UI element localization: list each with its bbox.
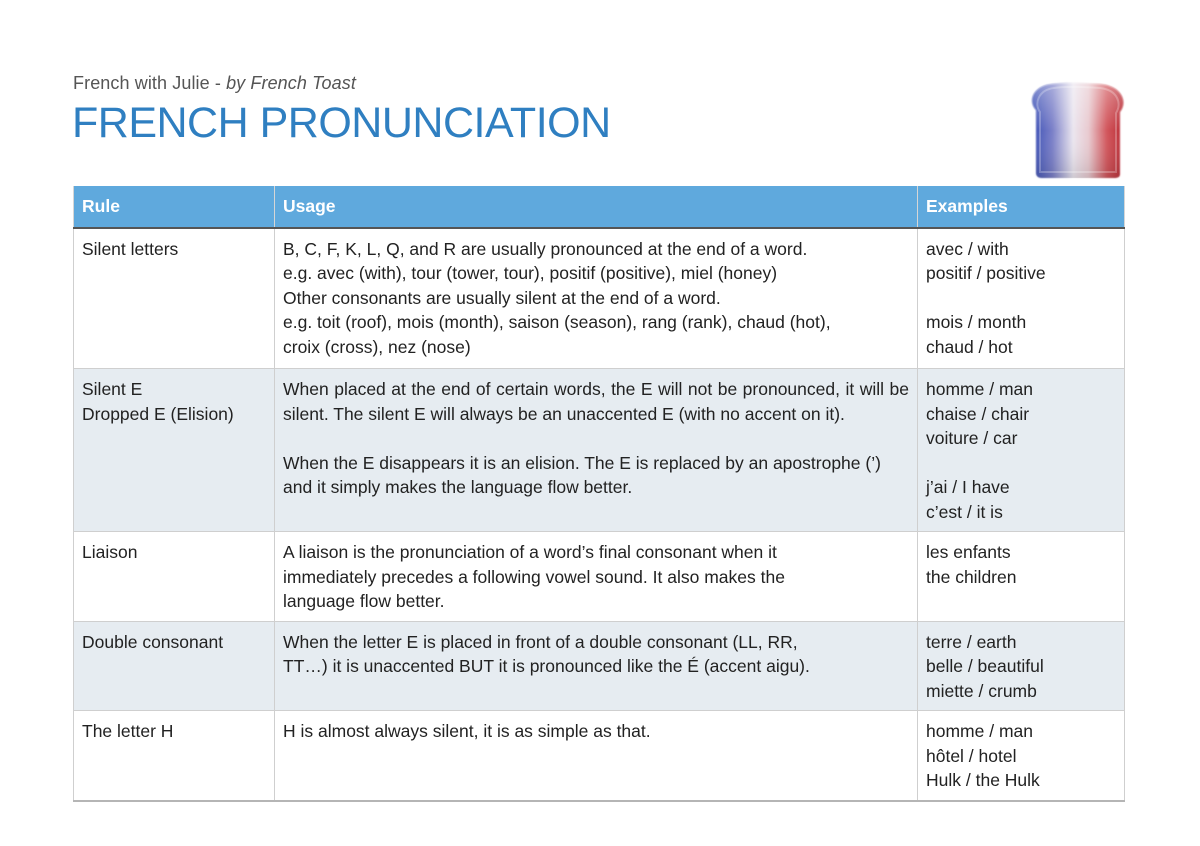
usage-paragraph: When the E disappears it is an elision. The E is replaced by an apostrophe (’) and it simply makes the language flow better. [283,452,881,497]
examples-cell [918,621,1125,711]
example-item: les enfants [926,542,1011,562]
example-spacer [926,286,1116,311]
rule-cell [74,369,275,532]
example-item: terre / earth [926,631,1017,652]
usage-paragraph: When placed at the end of certain words, the E will not be pronounced, it will be silent. The silent E will always be an unaccented E (with no accent on it). [283,379,909,424]
table-row [74,711,1125,801]
example-item: positif / positive [926,263,1046,283]
column-header-examples: Examples [918,186,1125,228]
example-item: homme / man [926,721,1033,741]
example-item: Hulk / the Hulk [926,770,1040,790]
rule-name: Dropped E (Elision) [82,403,234,424]
examples-cell [918,532,1125,622]
usage-cell [275,532,918,622]
usage-line: immediately precedes a following vowel sound. It also makes the [283,566,785,587]
page-title: FRENCH PRONUNCIATION [72,99,611,147]
usage-line: language flow better. [283,591,445,611]
column-header-rule: Rule [74,186,275,228]
usage-line: e.g. avec (with), tour (tower, tour), positif (positive), miel (honey) [283,263,778,283]
pronunciation-table [73,186,1125,802]
rule-cell [74,621,275,711]
usage-line: B, C, F, K, L, Q, and R are usually pronounced at the end of a word. [283,238,808,259]
table-row [74,621,1125,711]
example-item: mois / month [926,312,1027,332]
rule-name: Silent E [82,379,143,399]
table-row [74,369,1125,532]
example-item: c’est / it is [926,501,1003,522]
examples-cell [918,369,1125,532]
example-item: hôtel / hotel [926,745,1017,766]
rule-name: Double consonant [82,631,224,652]
rule-cell [74,228,275,369]
example-item: belle / beautiful [926,656,1044,676]
example-spacer [926,451,1116,476]
usage-cell [275,621,918,711]
example-item: miette / crumb [926,680,1037,701]
table-row [74,228,1125,369]
usage-line: H is almost always silent, it is as simple as that. [283,721,651,741]
example-item: chaise / chair [926,403,1030,424]
examples-cell [918,711,1125,801]
rule-name: Silent letters [82,238,179,259]
example-item: the children [926,566,1017,587]
usage-line: When the letter E is placed in front of a double consonant (LL, RR, [283,631,798,652]
table-header-row [74,186,1125,228]
example-item: homme / man [926,379,1033,399]
usage-cell [275,228,918,369]
example-item: avec / with [926,238,1009,259]
rule-name: The letter H [82,721,174,741]
usage-cell [275,711,918,801]
subtitle-author: by French Toast [226,73,356,93]
column-header-usage: Usage [275,186,918,228]
rule-cell [74,532,275,622]
usage-line: A liaison is the pronunciation of a word’s final consonant when it [283,542,777,562]
rule-name: Liaison [82,542,138,562]
subtitle-main: French with Julie - [73,73,227,93]
usage-spacer [283,426,909,451]
table-row [74,532,1125,622]
usage-line: Other consonants are usually silent at the end of a word. [283,287,721,308]
rule-cell [74,711,275,801]
example-item: j’ai / I have [926,477,1010,497]
examples-cell [918,228,1125,369]
french-toast-icon [1022,80,1134,180]
example-item: chaud / hot [926,336,1013,357]
usage-cell [275,369,918,532]
usage-line: TT…) it is unaccented BUT it is pronounced like the É (accent aigu). [283,656,810,676]
document-subtitle [73,73,356,94]
usage-line: e.g. toit (roof), mois (month), saison (season), rang (rank), chaud (hot), [283,312,831,332]
usage-line: croix (cross), nez (nose) [283,336,471,357]
example-item: voiture / car [926,428,1018,448]
